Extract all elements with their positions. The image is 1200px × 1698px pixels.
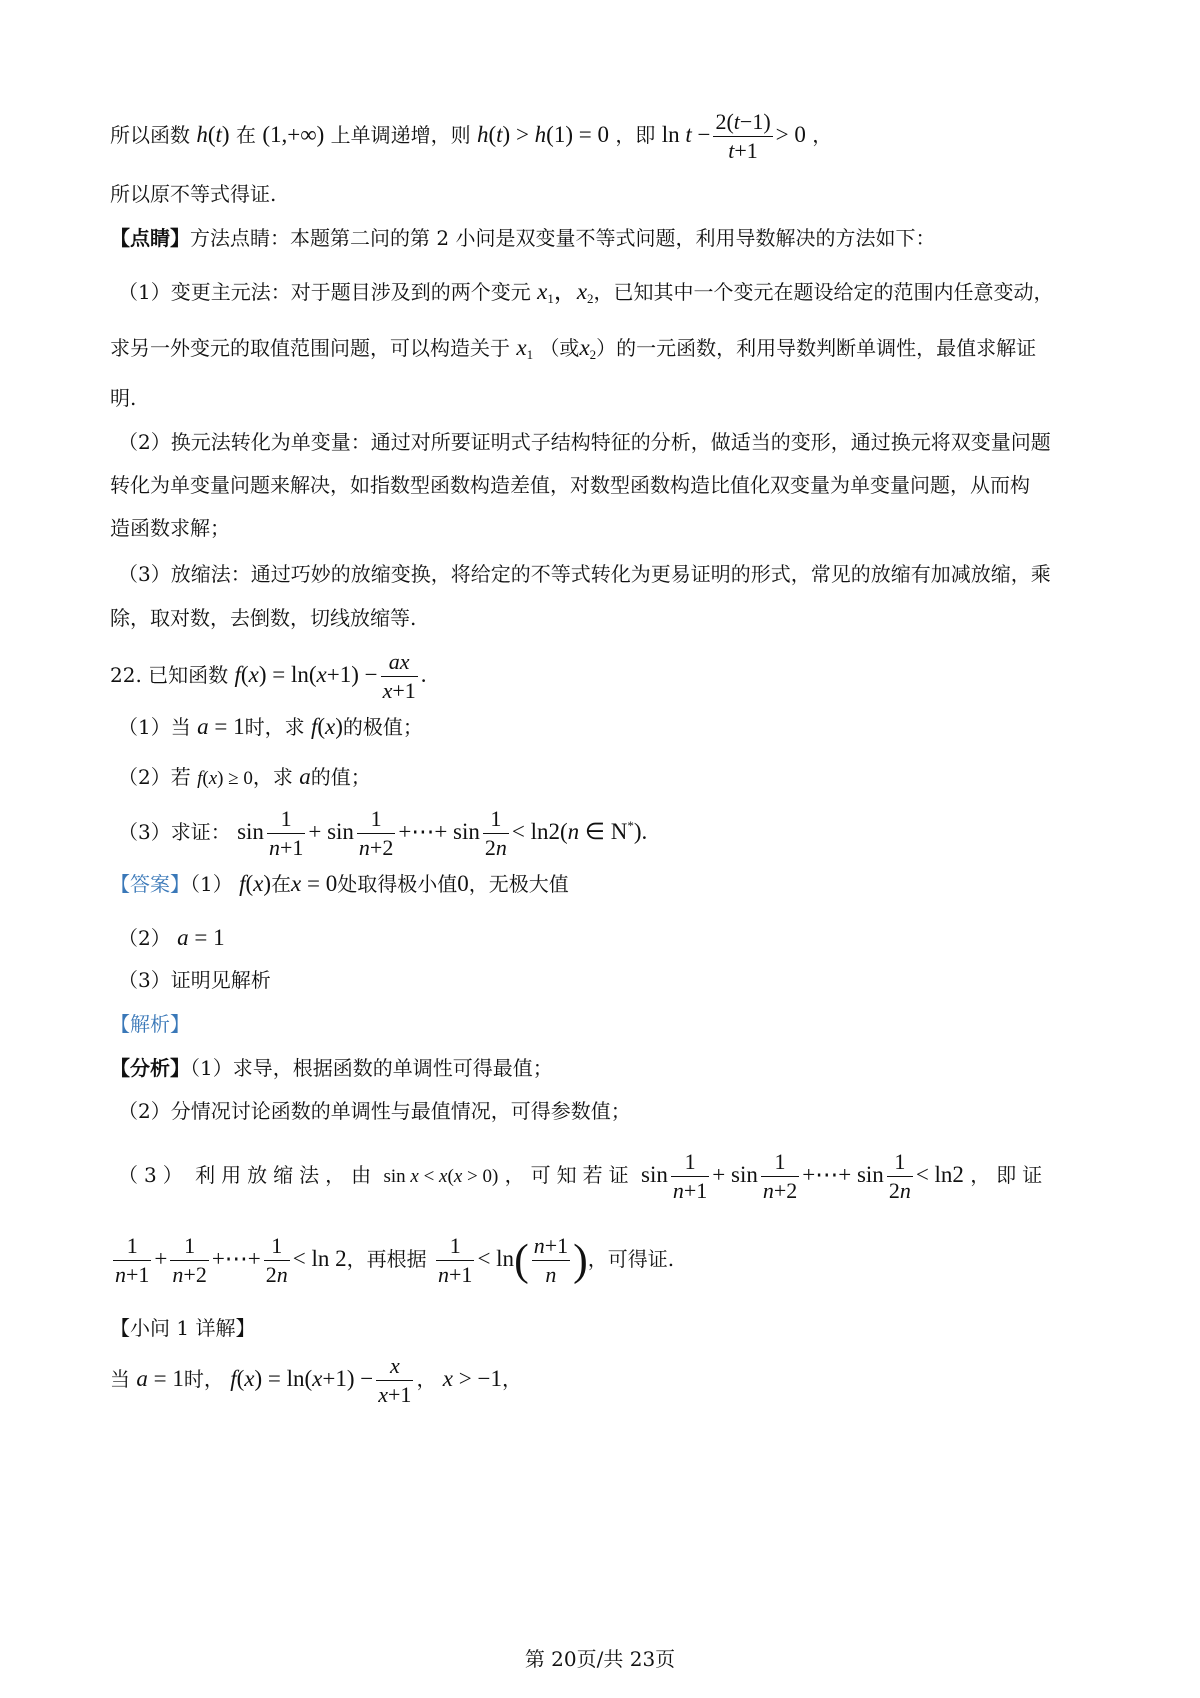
text: 利用放缩法，由	[195, 1163, 378, 1187]
q22-part3: （3）求证： sin $\frac{1}{n+1}$ + sin $\frac{1}{n+2}$ +⋯+ sin $\frac{1}{2n}$ < ln2(n ∈ N*).	[118, 806, 648, 860]
fraction: $\frac{x}{x+1}$	[378, 1353, 412, 1407]
fraction: $\frac{2(t-1)}{t+1}$	[715, 109, 771, 163]
fenxi-line1	[110, 1054, 553, 1082]
method2-line2: 转化为单变量问题来解决，如指数型函数构造差值，对数型函数构造比值化双变量为单变量问题，从而构	[110, 473, 1030, 497]
dianjing-tag: 【点睛】	[110, 226, 190, 250]
fraction: $\frac{1}{n+1}$	[268, 806, 304, 860]
text: 当	[110, 1367, 130, 1391]
text: ，	[416, 1367, 437, 1391]
fraction: $\frac{1}{2n}$	[888, 1149, 911, 1203]
method3-line1: （3）放缩法：通过巧妙的放缩变换，将给定的不等式转化为更易证明的形式，常见的放缩有加减放缩，乘	[118, 562, 1051, 586]
math-a-eq-1: a = 1	[197, 714, 245, 739]
text: 22. 已知函数	[110, 663, 229, 687]
math-ln2-cond: < ln2(n ∈ N*).	[511, 818, 648, 844]
answer-line2	[118, 924, 225, 952]
fraction: $\frac{1}{n+1}$	[438, 1233, 473, 1287]
answer-line3: （3）证明见解析	[118, 968, 271, 992]
text: ，可得证.	[587, 1247, 675, 1271]
method2-line3: 造函数求解；	[110, 516, 230, 540]
fraction: $\frac{n+1}{n}$	[533, 1233, 569, 1287]
math-f-def: f(x) = ln(x+1) −	[234, 662, 378, 687]
text: 时，求	[244, 715, 305, 739]
fraction: $\frac{ax}{x+1}$	[382, 649, 416, 703]
text: （3）求证：	[118, 820, 231, 844]
text: （1）	[190, 872, 233, 896]
math-ht-gt-h1: h(t) > h(1) = 0	[476, 122, 609, 147]
text: （或	[539, 336, 580, 360]
fenxi-line4: $\frac{1}{n+1}$ + $\frac{1}{n+2}$ +⋯+ $\frac{1}{2n}$ < ln 2，再根据 $\frac{1}{n+1}$ < ln( $\frac{n+1}{n}$ )，可得证.	[115, 1233, 675, 1287]
math-f-def-a1: f(x) = ln(x+1) −	[230, 1366, 374, 1391]
math-zero: 0	[457, 871, 469, 896]
text: （1）变更主元法：对于题目涉及到的两个变元	[118, 280, 531, 304]
text: （1）求导，根据函数的单调性可得最值；	[190, 1056, 553, 1080]
math-sin: sin	[237, 819, 264, 844]
text: 处取得极小值	[337, 872, 458, 896]
fraction: $\frac{1}{n+2}$	[172, 1233, 207, 1287]
page-footer: 第 20页/共 23页	[524, 1647, 676, 1671]
fenxi-line2: （2）分情况讨论函数的单调性与最值情况，可得参数值；	[118, 1099, 631, 1123]
answer-line1	[110, 870, 569, 898]
proof-conclusion-line	[110, 108, 832, 165]
text: （3）	[118, 1163, 189, 1187]
q22-part2	[118, 763, 371, 793]
text: 求另一外变元的取值范围问题，可以构造关于	[110, 336, 510, 360]
text: 上单调递增，则	[330, 123, 471, 147]
method1-line2	[110, 334, 1036, 369]
math-x-gt-neg1: x > −1	[442, 1366, 502, 1391]
math-fx: f(x)	[310, 714, 343, 739]
fraction: $\frac{1}{2n}$	[265, 1233, 288, 1287]
proof-done-line: 所以原不等式得证.	[110, 182, 277, 206]
math-a-eq-1: a = 1	[177, 925, 225, 950]
text: 所以函数	[110, 123, 190, 147]
fraction: $\frac{1}{n+2}$	[762, 1149, 798, 1203]
text: 时，	[183, 1367, 224, 1391]
math-x1-x2: $x_1$，$x_2$	[537, 279, 594, 306]
math-x2: $x_2$	[579, 335, 597, 362]
text: ，	[501, 1367, 522, 1391]
text: ，再根据	[346, 1247, 427, 1271]
math-interval: (1,+∞)	[262, 122, 325, 147]
text: 在	[235, 123, 256, 147]
method1-line1	[118, 278, 1054, 313]
text: （2）若	[118, 765, 191, 789]
text: ，	[812, 123, 833, 147]
q22-stem: 22. 已知函数 f(x) = ln(x+1) − $\frac{ax}{x+1}$ .	[110, 649, 427, 703]
answer-tag: 【答案】	[110, 872, 190, 896]
math-ln-inequality: ln t −	[661, 122, 711, 147]
method1-line3: 明.	[110, 386, 137, 410]
fraction: $\frac{1}{n+1}$	[115, 1233, 150, 1287]
math-sinx-lt-x: sin x < x(x > 0)	[383, 1166, 499, 1187]
text: ，可知若证	[504, 1163, 635, 1187]
text: ，即证	[970, 1163, 1049, 1187]
text: ，求	[252, 765, 293, 789]
math-fx-ge-0: f(x) ≥ 0	[197, 768, 253, 789]
text: 的值；	[310, 765, 371, 789]
text: （2）	[118, 926, 171, 950]
dianjing-line	[110, 224, 935, 252]
xiaowen-tag: 【小问 1 详解】	[110, 1316, 256, 1340]
fraction: $\frac{1}{n+2}$	[358, 806, 394, 860]
text: ，即	[615, 123, 656, 147]
fenxi-line3: （3） 利用放缩法，由 sin x < x(x > 0) ，可知若证 sin $\frac{1}{n+1}$ + sin $\frac{1}{n+2}$ +⋯+ sin $\frac{1}{2n}$ < ln2 ，即证	[118, 1149, 1049, 1203]
math-fx: f(x)	[239, 871, 272, 896]
math-a: a	[299, 764, 311, 789]
text: ）的一元函数，利用导数判断单调性，最值求解证	[596, 336, 1037, 360]
method2-line1: （2）换元法转化为单变量：通过对所要证明式子结构特征的分析，做适当的变形，通过换元将双变量问题	[118, 430, 1051, 454]
math-x1: $x_1$	[516, 335, 534, 362]
fraction: $\frac{1}{2n}$	[484, 806, 507, 860]
text: （1）当	[118, 715, 191, 739]
text: 在	[271, 872, 292, 896]
text: 的极值；	[342, 715, 423, 739]
math-a-eq-1: a = 1	[136, 1366, 184, 1391]
xiaowen-line1	[110, 1352, 522, 1409]
math-x-eq-0: x = 0	[291, 871, 338, 896]
method3-line2: 除，取对数，去倒数，切线放缩等.	[110, 606, 417, 630]
dianjing-text: 方法点睛：本题第二问的第 2 小问是双变量不等式问题，利用导数解决的方法如下：	[190, 226, 936, 250]
math-gt-zero: > 0	[775, 122, 806, 147]
fenxi-tag: 【分析】	[110, 1056, 190, 1080]
math-sin: sin	[641, 1162, 668, 1187]
jiexi-tag: 【解析】	[110, 1012, 190, 1036]
math-h-t: h(t)	[196, 122, 230, 147]
text: ，无极大值	[468, 872, 569, 896]
fraction: $\frac{1}{n+1}$	[672, 1149, 708, 1203]
text: ，已知其中一个变元在题设给定的范围内任意变动，	[593, 280, 1054, 304]
q22-part1	[118, 713, 423, 741]
